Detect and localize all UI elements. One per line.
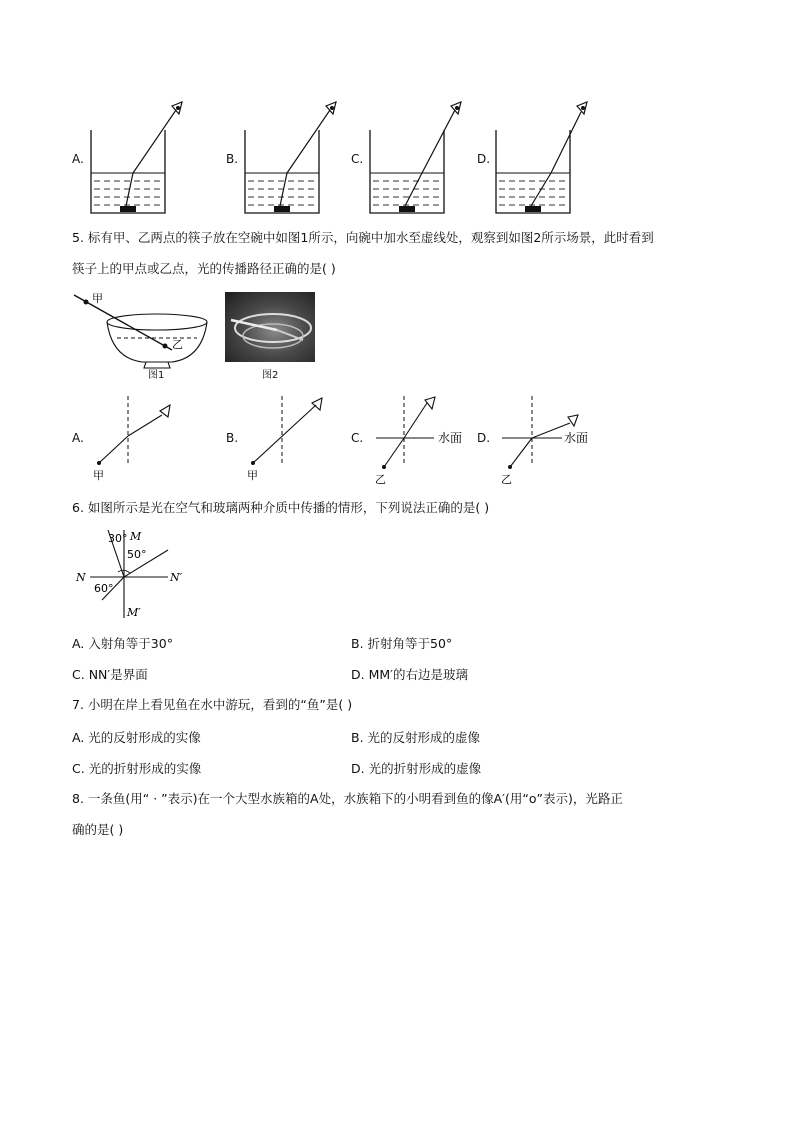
q7-option-b-letter: B. (351, 730, 364, 745)
q5-fig1-yi-label: 乙 (172, 338, 183, 351)
q5-fig2-caption: 图2 (262, 370, 279, 381)
q5-option-a-diagram (90, 393, 180, 488)
q6-option-b-letter: B. (351, 636, 364, 651)
q5-text-line1: 5. 标有甲、乙两点的筷子放在空碗中如图1所示，向碗中加水至虚线处，观察到如图2所示场景，此时看到 (72, 230, 654, 245)
q6-angle-50: 50° (127, 548, 147, 561)
q6-option-a-letter: A. (72, 636, 85, 651)
q6-angle-60: 60° (94, 582, 114, 595)
q5-c-water-label: 水面 (438, 431, 463, 445)
q4-option-d-label[interactable]: D. (477, 152, 491, 166)
q5-option-c-diagram (372, 393, 492, 488)
q6-option-a[interactable] (72, 634, 173, 652)
q5-option-a-label[interactable]: A. (72, 431, 84, 445)
q5-b-jia-label: 甲 (247, 469, 258, 482)
q6-option-c-letter: C. (72, 667, 85, 682)
q4-option-a-label[interactable]: A. (72, 152, 84, 166)
q4-tank-a (88, 98, 178, 216)
q6-option-d[interactable] (351, 665, 468, 683)
q6-label-mp: M′ (127, 606, 141, 619)
q4-option-b-label[interactable]: B. (226, 152, 239, 166)
q7-option-c-letter: C. (72, 761, 85, 776)
q4-tank-d (493, 98, 583, 216)
q6-option-d-letter: D. (351, 667, 365, 682)
q6-option-c[interactable] (72, 665, 148, 683)
q6-option-a-text: 入射角等于30° (88, 636, 173, 651)
q5-d-water-label: 水面 (564, 431, 589, 445)
q7-option-c[interactable] (72, 759, 201, 777)
q4-tank-b (242, 98, 332, 216)
q7-option-d-text: 光的折射形成的虚像 (368, 761, 482, 776)
q7-option-d-letter: D. (351, 761, 365, 776)
q6-text: 6. 如图所示是光在空气和玻璃两种介质中传播的情形，下列说法正确的是( ) (72, 500, 490, 515)
q6-label-m: M (130, 530, 142, 543)
q5-figure1-bowl (72, 290, 212, 380)
q5-text-line2: 筷子上的甲点或乙点，光的传播路径正确的是( ) (72, 261, 336, 276)
q6-label-np: N′ (170, 571, 183, 584)
q6-angle-30: 30° (108, 532, 128, 545)
q5-option-b-label[interactable]: B. (226, 431, 239, 445)
q5-fig1-jia-label: 甲 (92, 292, 103, 305)
q7-option-c-text: 光的折射形成的实像 (88, 761, 202, 776)
q4-tank-c (367, 98, 457, 216)
q7-text: 7. 小明在岸上看见鱼在水中游玩，看到的“鱼”是( ) (72, 697, 353, 712)
q5-option-d-label[interactable]: D. (477, 431, 491, 445)
q5-d-yi-label: 乙 (501, 473, 512, 486)
q6-label-n: N (76, 571, 86, 584)
q7-option-a[interactable] (72, 728, 201, 746)
q5-figure2-photo (225, 292, 315, 362)
q7-option-b-text: 光的反射形成的虚像 (367, 730, 481, 745)
q8-text-line2: 确的是( ) (72, 822, 124, 837)
q6-option-d-text: MM′的右边是玻璃 (368, 667, 469, 682)
q4-option-c-label[interactable]: C. (351, 152, 364, 166)
q8-text-line1: 8. 一条鱼(用“ · ”表示)在一个大型水族箱的A处，水族箱下的小明看到鱼的像A′(用“ο”表示)，光路正 (72, 791, 623, 806)
q5-a-jia-label: 甲 (93, 469, 104, 482)
q7-option-d[interactable] (351, 759, 481, 777)
q5-option-b-diagram (244, 393, 334, 488)
q5-fig1-caption: 图1 (148, 370, 165, 381)
q5-c-yi-label: 乙 (375, 473, 386, 486)
q5-option-c-label[interactable]: C. (351, 431, 364, 445)
q5-option-d-diagram (498, 393, 618, 488)
q6-option-c-text: NN′是界面 (88, 667, 148, 682)
q6-diagram (72, 528, 202, 620)
q7-option-a-text: 光的反射形成的实像 (88, 730, 201, 745)
q6-option-b[interactable] (351, 634, 452, 652)
q7-option-a-letter: A. (72, 730, 85, 745)
q6-option-b-text: 折射角等于50° (367, 636, 453, 651)
q7-option-b[interactable] (351, 728, 480, 746)
